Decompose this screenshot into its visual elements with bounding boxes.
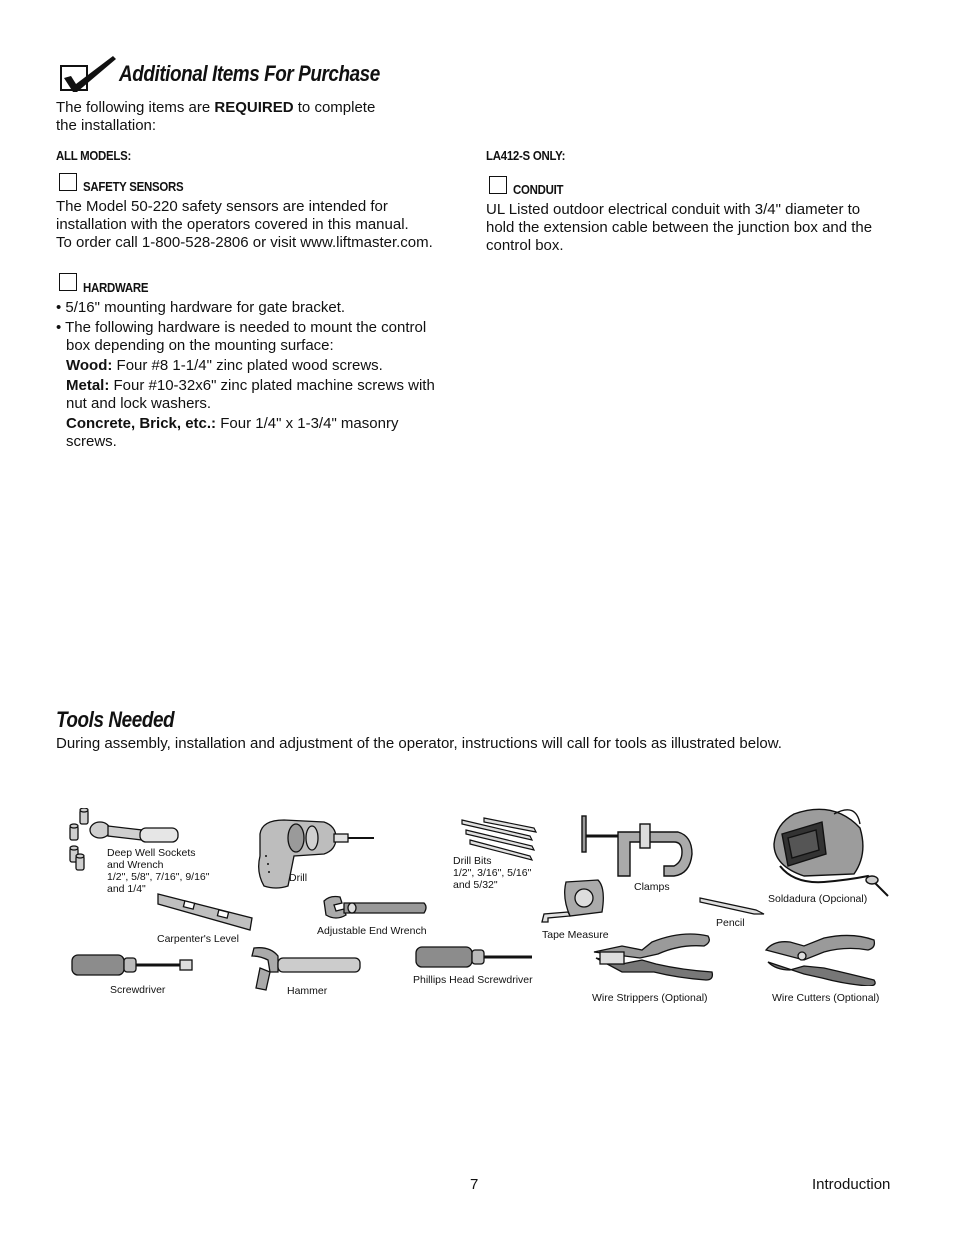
drill-bits-label-line: and 5/32" — [453, 879, 498, 891]
level-icon — [156, 890, 256, 934]
safety-sensors-text — [56, 198, 476, 252]
hardware-metal — [56, 377, 476, 395]
hardware-concrete — [56, 415, 476, 433]
intro-text: The following items are — [56, 99, 215, 116]
sockets-label-line: and 1/4" — [107, 883, 146, 895]
hardware-bullet: • 5/16" mounting hardware for gate bracket. — [56, 299, 346, 316]
drill-icon — [254, 816, 378, 892]
wood-label: Wood: — [66, 357, 113, 374]
sockets-label-line: 1/2", 5/8", 7/16", 9/16" — [107, 871, 210, 883]
conduit-line: UL Listed outdoor electrical conduit with 3/4" diameter to — [486, 201, 861, 218]
hardware-bullet-cont: box depending on the mounting surface: — [66, 337, 334, 354]
tape-measure-icon — [540, 878, 608, 926]
footer-section: Introduction — [812, 1176, 891, 1193]
wood-text: Four #8 1-1/4" zinc plated wood screws. — [112, 357, 383, 374]
intro-required: REQUIRED — [214, 99, 294, 116]
screwdriver-label: Screwdriver — [110, 984, 166, 996]
phillips-label: Phillips Head Screwdriver — [413, 974, 533, 986]
drill-bits-label — [453, 855, 531, 891]
sockets-label — [107, 847, 209, 895]
wrench-label: Adjustable End Wrench — [317, 925, 427, 937]
hammer-label: Hammer — [287, 985, 328, 997]
conduit-title: CONDUIT — [513, 182, 564, 197]
pencil-label: Pencil — [716, 917, 745, 929]
hardware-concrete-cont: screws. — [66, 433, 117, 450]
welding-helmet-icon — [764, 804, 892, 900]
hardware-wood — [56, 357, 476, 375]
wire-cutters-icon — [764, 930, 880, 986]
concrete-text: Four 1/4" x 1-3/4" masonry — [216, 415, 399, 432]
hardware-title: HARDWARE — [83, 280, 149, 295]
safety-line: To order call 1-800-528-2806 or visit www.liftmaster.com. — [56, 234, 433, 251]
cutters-label: Wire Cutters (Optional) — [772, 992, 880, 1004]
drill-bits-label-line: Drill Bits — [453, 855, 492, 867]
safety-line: installation with the operators covered in this manual. — [56, 216, 409, 233]
metal-text: Four #10-32x6" zinc plated machine screws with — [109, 377, 435, 394]
conduit-line: hold the extension cable between the junction box and the — [486, 219, 873, 236]
hardware-bullet: • The following hardware is needed to mount the control — [56, 319, 427, 336]
safety-sensors-checkbox[interactable] — [59, 173, 77, 191]
phillips-screwdriver-icon — [414, 944, 536, 970]
hardware-metal-cont: nut and lock washers. — [66, 395, 212, 412]
intro-text-post: to complete — [293, 99, 376, 116]
clamp-icon — [578, 814, 696, 880]
page-number: 7 — [470, 1176, 479, 1193]
metal-label: Metal: — [66, 377, 110, 394]
conduit-line: control box. — [486, 237, 564, 254]
drill-label: Drill — [289, 872, 308, 884]
safety-line: The Model 50-220 safety sensors are intended for — [56, 198, 388, 215]
clamps-label: Clamps — [634, 881, 670, 893]
additional-intro — [56, 99, 436, 135]
drill-bits-label-line: 1/2", 3/16", 5/16" — [453, 867, 532, 879]
wire-strippers-icon — [592, 928, 718, 984]
la412-heading: LA412-S ONLY: — [486, 148, 566, 163]
concrete-label: Concrete, Brick, etc.: — [66, 415, 217, 432]
additional-items-title: Additional Items For Purchase — [119, 61, 380, 86]
adjustable-wrench-icon — [320, 893, 430, 923]
soldadura-label: Soldadura (Opcional) — [768, 893, 868, 905]
checkmark-icon — [58, 54, 120, 99]
all-models-heading: ALL MODELS: — [56, 148, 132, 163]
tape-label: Tape Measure — [542, 929, 609, 941]
pencil-icon — [698, 894, 768, 916]
conduit-checkbox[interactable] — [489, 176, 507, 194]
hardware-checkbox[interactable] — [59, 273, 77, 291]
safety-sensors-title: SAFETY SENSORS — [83, 179, 184, 194]
strippers-label: Wire Strippers (Optional) — [592, 992, 708, 1004]
conduit-text — [486, 201, 906, 255]
tools-needed-title: Tools Needed — [56, 707, 175, 732]
hardware-list — [56, 299, 476, 451]
sockets-label-line: and Wrench — [107, 859, 164, 871]
intro-line2: the installation: — [56, 117, 157, 134]
screwdriver-icon — [70, 952, 196, 978]
tools-intro: During assembly, installation and adjustment of the operator, instructions will call for tools as illustrated below. — [56, 735, 782, 752]
level-label: Carpenter's Level — [157, 933, 239, 945]
sockets-label-line: Deep Well Sockets — [107, 847, 196, 859]
